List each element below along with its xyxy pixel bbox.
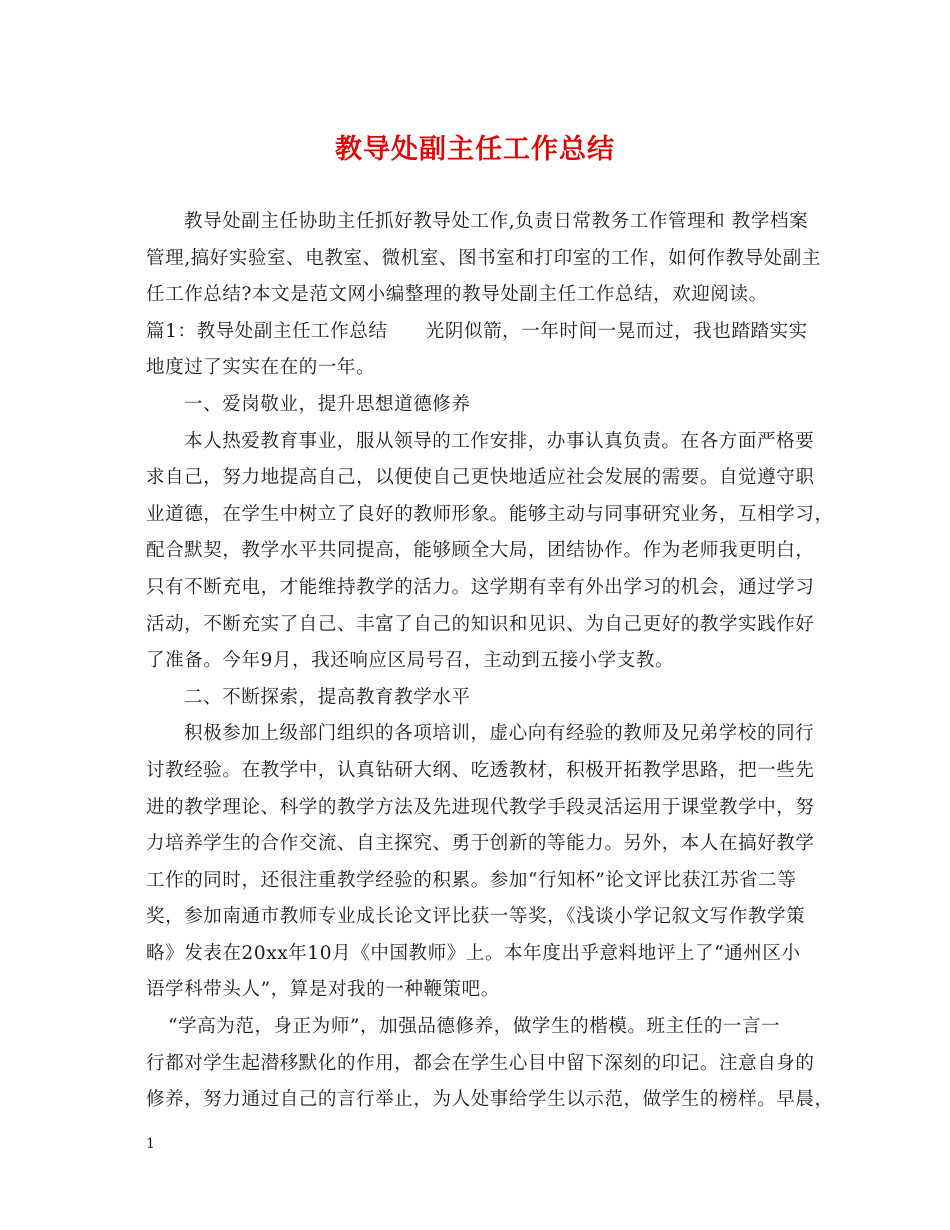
paragraph-line: 地度过了实实在在的一年。 bbox=[146, 357, 376, 379]
paragraph-line: 略》发表在20xx年10月《中国教师》上。本年度出乎意料地评上了“通州区小 bbox=[146, 942, 801, 964]
paragraph-line: 配合默契，教学水平共同提高，能够顾全大局，团结协作。作为老师我更明白， bbox=[146, 540, 815, 562]
paragraph-line: 讨教经验。在教学中，认真钻研大纲、吃透教材，积极开拓教学思路，把一些先 bbox=[146, 759, 815, 781]
paragraph-line: 工作的同时，还很注重教学经验的积累。参加“行知杯”论文评比获江苏省二等 bbox=[146, 869, 797, 891]
paragraph-line: 行都对学生起潜移默化的作用，都会在学生心目中留下深刻的印记。注意自身的 bbox=[146, 1052, 815, 1074]
paragraph-line: 求自己，努力地提高自己，以便使自己更快地适应社会发展的需要。自觉遵守职 bbox=[146, 467, 815, 489]
paragraph-line: 篇1：教导处副主任工作总结 光阴似箭，一年时间一晃而过，我也踏踏实实 bbox=[146, 320, 808, 342]
paragraph-line: 任工作总结?本文是范文网小编整理的教导处副主任工作总结，欢迎阅读。 bbox=[146, 284, 768, 306]
paragraph-line: 本人热爱教育事业，服从领导的工作安排，办事认真负责。在各方面严格要 bbox=[184, 430, 815, 452]
paragraph-line: 教导处副主任协助主任抓好教导处工作,负责日常教务工作管理和 教学档案 bbox=[184, 211, 809, 232]
paragraph-line: 积极参加上级部门组织的各项培训，虚心向有经验的教师及兄弟学校的同行 bbox=[184, 723, 815, 745]
paragraph-line: “学高为范，身正为师”，加强品德修养，做学生的楷模。班主任的一言一 bbox=[168, 1016, 781, 1038]
section-heading: 一、爱岗敬业，提升思想道德修养 bbox=[184, 393, 471, 415]
document-body bbox=[146, 204, 834, 1119]
paragraph-line: 业道德，在学生中树立了良好的教师形象。能够主动与同事研究业务，互相学习， bbox=[146, 503, 834, 525]
paragraph-line: 修养，努力通过自己的言行举止，为人处事给学生以示范，做学生的榜样。早晨， bbox=[146, 1089, 834, 1111]
paragraph-line: 进的教学理论、科学的教学方法及先进现代教学手段灵活运用于课堂教学中，努 bbox=[146, 796, 815, 818]
page-number: 1 bbox=[146, 1136, 155, 1152]
paragraph-line: 了准备。今年9月，我还响应区局号召，主动到五接小学支教。 bbox=[146, 650, 675, 672]
paragraph-line: 奖，参加南通市教师专业成长论文评比获一等奖，《浅谈小学记叙文写作教学策 bbox=[146, 906, 806, 928]
paragraph-line: 语学科带头人”，算是对我的一种鞭策吧。 bbox=[146, 979, 500, 1001]
document-title: 教导处副主任工作总结 bbox=[335, 134, 615, 165]
paragraph-line: 力培养学生的合作交流、自主探究、勇于创新的等能力。另外，本人在搞好教学 bbox=[146, 833, 815, 855]
paragraph-line: 管理,搞好实验室、电教室、微机室、图书室和打印室的工作，如何作教导处副主 bbox=[146, 247, 821, 269]
paragraph-line: 活动，不断充实了自己、丰富了自己的知识和见识、为自己更好的教学实践作好 bbox=[146, 613, 815, 635]
section-heading: 二、不断探索，提高教育教学水平 bbox=[184, 686, 471, 708]
paragraph-line: 只有不断充电，才能维持教学的活力。这学期有幸有外出学习的机会，通过学习 bbox=[146, 576, 815, 598]
